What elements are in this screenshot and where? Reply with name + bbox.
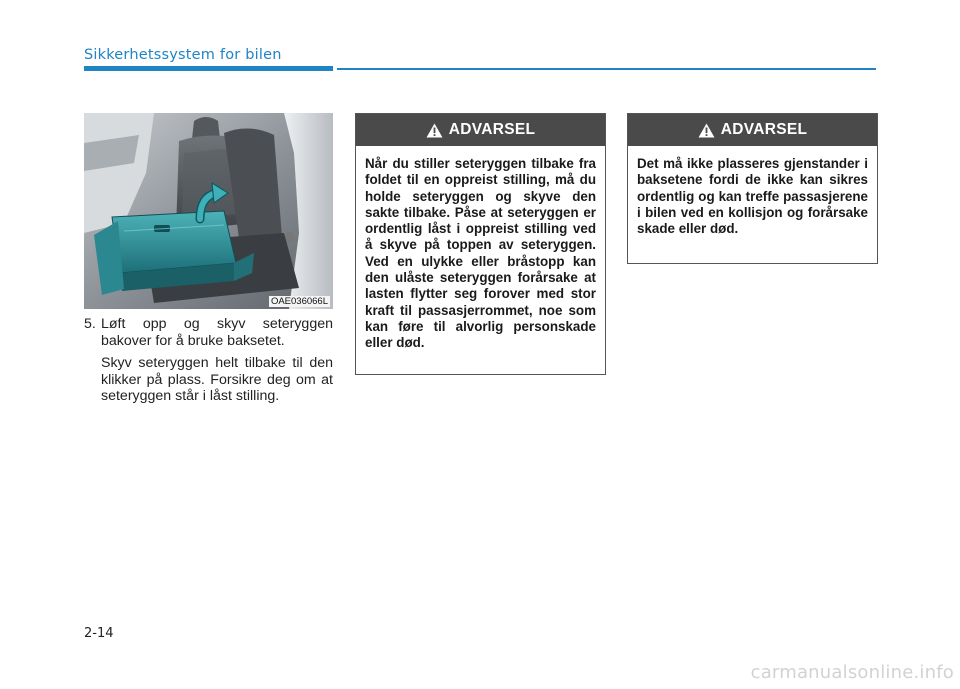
page-number: 2-14 [84,626,114,641]
warning-triangle-icon [426,123,443,138]
warning-text: Når du stiller seteryggen tilbake fra foldet til en oppreist stilling, må du holde seteryggen og skyve den sakte tilbake. Påse at seteryggen er ordentlig låst i oppreist stilling ved å skyve på toppen av seteryggen. Ved en ulykke eller bråstopp kan den ulåste seteryggen forårsake at lasten flytter seg forover med stor kraft til passasjerrommet, noe som kan føre til alvorlig personskade eller død. [365,156,596,351]
header-rule-thick [84,66,333,71]
warning-title: ADVARSEL [448,121,536,138]
warning-box-seatback [355,113,606,375]
figure-code: OAE036066L [270,296,328,307]
warning-box-objects [627,113,878,264]
step-note: Skyv seteryggen helt tilbake til den klikker på plass. Forsikre deg om at seteryggen står i låst stilling. [101,355,333,404]
step-5-instruction [84,316,333,349]
step-number: 5. [84,316,96,332]
warning-title: ADVARSEL [720,121,808,138]
seat-illustration [84,113,333,309]
step-5 [84,316,333,405]
watermark: carmanualsonline.info [750,662,954,683]
warning-triangle-icon [698,123,715,138]
warning-text: Det må ikke plasseres gjenstander i baksetene fordi de ikke kan sikres ordentlig og kan treffe passasjerene i bilen ved en kollisjon og forårsake skade eller død. [637,156,868,237]
section-title: Sikkerhetssystem for bilen [84,47,282,63]
folded-seat-drawing [84,113,333,309]
step-text: Løft opp og skyv seteryggen bakover for å bruke baksetet. [101,316,333,349]
warning-header [628,114,877,146]
warning-header [356,114,605,146]
header-rule-thin [337,68,876,70]
